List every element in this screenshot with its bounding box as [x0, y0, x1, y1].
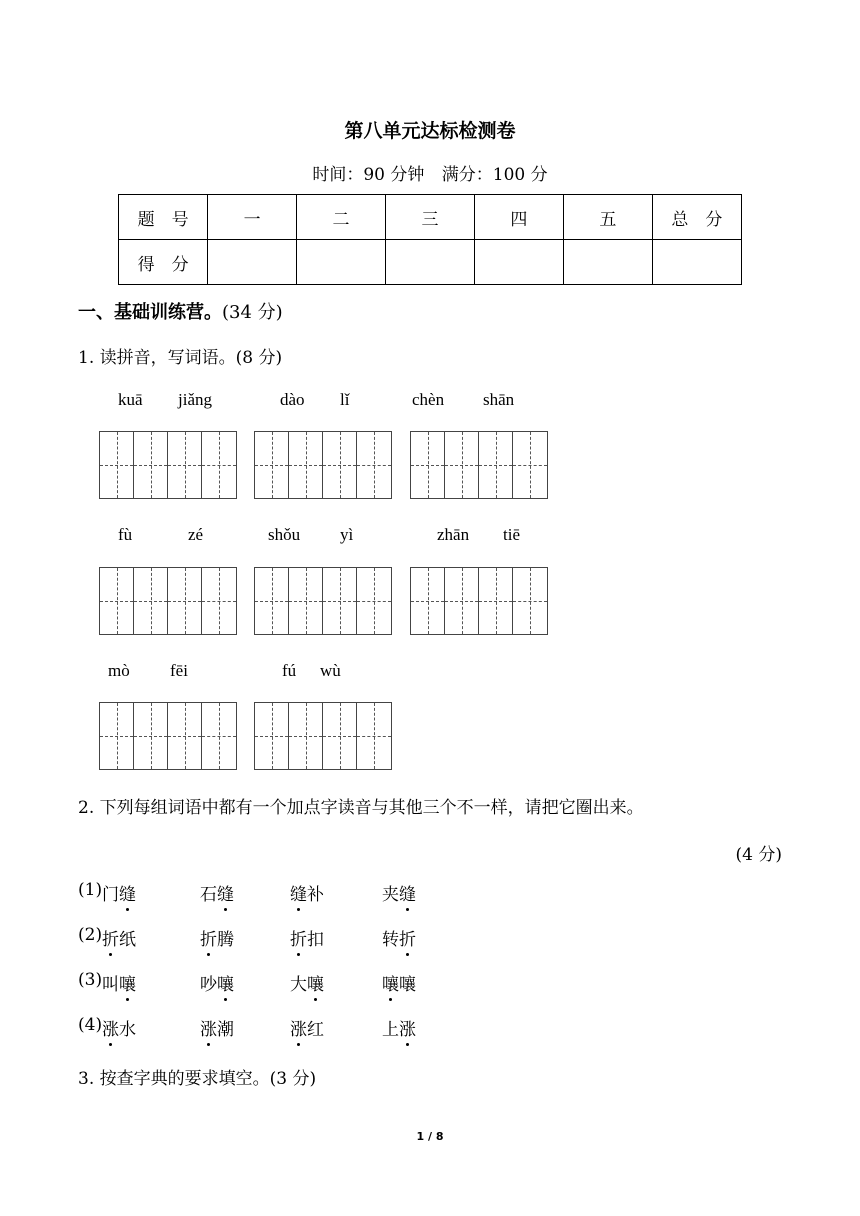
grid-cell: [100, 703, 134, 769]
pinyin-syllable: yì: [340, 525, 354, 544]
dotted-char: 缝: [217, 880, 234, 905]
pinyin-syllable: kuā: [118, 390, 143, 409]
grid-cell: [168, 703, 202, 769]
grid-cell: [357, 703, 391, 769]
grid-cell: [323, 568, 357, 634]
writing-grid[interactable]: [410, 567, 548, 635]
score-header-cell: 一: [208, 195, 297, 240]
score-blank-cell[interactable]: [652, 240, 741, 285]
pinyin-syllable: zé: [188, 525, 204, 544]
grid-cell: [134, 703, 168, 769]
grid-cell: [323, 432, 357, 498]
grid-cell: [289, 432, 323, 498]
q2-word[interactable]: [102, 970, 136, 995]
char: 腾: [217, 930, 234, 950]
writing-grid[interactable]: [254, 431, 392, 499]
q2-word[interactable]: [382, 880, 416, 905]
score-table-score-row: [119, 240, 742, 285]
q2-word[interactable]: [200, 925, 234, 950]
dotted-char: 涨: [200, 1015, 217, 1040]
score-table-header-row: [119, 195, 742, 240]
pinyin-syllable: chèn: [412, 390, 445, 409]
char: 门: [102, 885, 119, 905]
pinyin-syllable: zhān: [437, 525, 470, 544]
pinyin-syllable: wù: [320, 661, 341, 680]
score-table: [118, 194, 742, 285]
writing-grid[interactable]: [254, 702, 392, 770]
grid-cell: [445, 568, 479, 634]
grid-cell: [357, 568, 391, 634]
pinyin-syllable: shǒu: [268, 525, 301, 544]
score-header-cell: 四: [474, 195, 563, 240]
q2-row-label: (1): [78, 880, 103, 900]
dotted-char: 折: [102, 925, 119, 950]
char: 补: [307, 885, 324, 905]
char: 夹: [382, 885, 399, 905]
q2-word[interactable]: [290, 880, 324, 905]
dotted-char: 缝: [119, 880, 136, 905]
char: 红: [307, 1020, 324, 1040]
score-blank-cell[interactable]: [563, 240, 652, 285]
writing-grid[interactable]: [410, 431, 548, 499]
q2-row-label: (3): [78, 970, 103, 990]
dotted-char: 嚷: [382, 970, 399, 995]
char: 吵: [200, 975, 217, 995]
grid-cell: [289, 568, 323, 634]
grid-cell: [100, 568, 134, 634]
q2-word[interactable]: [200, 880, 234, 905]
pinyin-syllable: shān: [483, 390, 515, 409]
writing-grid[interactable]: [99, 431, 237, 499]
grid-cell: [411, 568, 445, 634]
grid-cell: [445, 432, 479, 498]
char: 潮: [217, 1020, 234, 1040]
q2-word[interactable]: [200, 970, 234, 995]
question-2-prompt: 2. 下列每组词语中都有一个加点字读音与其他三个不一样，请把它圈出来。: [78, 798, 644, 818]
grid-cell: [134, 568, 168, 634]
dotted-char: 折: [399, 925, 416, 950]
score-blank-cell[interactable]: [208, 240, 297, 285]
grid-cell: [357, 432, 391, 498]
q2-word[interactable]: [290, 1015, 324, 1040]
q2-word[interactable]: [382, 925, 416, 950]
q2-word[interactable]: [290, 970, 324, 995]
score-header-cell: 五: [563, 195, 652, 240]
page-title: 第八单元达标检测卷: [344, 120, 516, 142]
char: 叫: [102, 975, 119, 995]
pinyin-syllable: fú: [282, 661, 297, 680]
q2-word[interactable]: [382, 970, 416, 995]
dotted-char: 涨: [102, 1015, 119, 1040]
question-2-points: (4 分): [735, 845, 782, 865]
pinyin-syllable: mò: [108, 661, 130, 680]
q2-word[interactable]: [290, 925, 324, 950]
score-blank-cell[interactable]: [297, 240, 386, 285]
q2-word[interactable]: [200, 1015, 234, 1040]
pinyin-syllable: tiē: [503, 525, 520, 544]
char: 扣: [307, 930, 324, 950]
dotted-char: 缝: [290, 880, 307, 905]
char: 上: [382, 1020, 399, 1040]
pinyin-syllable: jiǎng: [178, 390, 212, 409]
grid-cell: [168, 568, 202, 634]
q2-row-label: (4): [78, 1015, 103, 1035]
writing-grid[interactable]: [99, 702, 237, 770]
score-header-cell: 二: [297, 195, 386, 240]
q2-word[interactable]: [382, 1015, 416, 1040]
dotted-char: 嚷: [119, 970, 136, 995]
exam-time: 时间：90 分钟: [312, 165, 425, 185]
grid-cell: [134, 432, 168, 498]
pinyin-syllable: dào: [280, 390, 305, 409]
grid-cell: [323, 703, 357, 769]
score-blank-cell[interactable]: [386, 240, 475, 285]
dotted-char: 涨: [290, 1015, 307, 1040]
grid-cell: [202, 703, 236, 769]
grid-cell: [411, 432, 445, 498]
score-header-cell: 三: [386, 195, 475, 240]
writing-grid[interactable]: [99, 567, 237, 635]
score-row-label: 得 分: [119, 240, 208, 285]
q2-row-label: (2): [78, 925, 103, 945]
grid-cell: [202, 432, 236, 498]
page-number: 1 / 8: [416, 1130, 444, 1143]
char: 纸: [119, 930, 136, 950]
char: 大: [290, 975, 307, 995]
grid-cell: [479, 432, 513, 498]
dotted-char: 缝: [399, 880, 416, 905]
grid-cell: [100, 432, 134, 498]
dotted-char: 嚷: [217, 970, 234, 995]
grid-cell: [289, 703, 323, 769]
grid-cell: [255, 432, 289, 498]
writing-grid[interactable]: [254, 567, 392, 635]
char: 石: [200, 885, 217, 905]
dotted-char: 折: [200, 925, 217, 950]
section-1-title: 一、基础训练营。: [78, 302, 222, 323]
dotted-char: 涨: [399, 1015, 416, 1040]
score-blank-cell[interactable]: [474, 240, 563, 285]
dotted-char: 嚷: [307, 970, 324, 995]
question-3-prompt: 3. 按查字典的要求填空。(3 分): [78, 1069, 317, 1089]
grid-cell: [255, 703, 289, 769]
grid-cell: [513, 432, 547, 498]
q2-word[interactable]: [102, 880, 136, 905]
exam-full-score: 满分：100 分: [441, 165, 548, 185]
pinyin-syllable: fù: [118, 525, 133, 544]
grid-cell: [513, 568, 547, 634]
pinyin-syllable: lǐ: [340, 390, 350, 409]
grid-cell: [202, 568, 236, 634]
char: 水: [119, 1020, 136, 1040]
section-1-points: (34 分): [222, 302, 283, 323]
dotted-char: 折: [290, 925, 307, 950]
char: 嚷: [399, 975, 416, 995]
grid-cell: [255, 568, 289, 634]
question-1-prompt: 1. 读拼音，写词语。(8 分): [78, 348, 283, 368]
grid-cell: [168, 432, 202, 498]
pinyin-syllable: fēi: [170, 661, 188, 680]
score-header-cell: 题 号: [119, 195, 208, 240]
q2-word[interactable]: [102, 925, 136, 950]
grid-cell: [479, 568, 513, 634]
score-header-cell: 总 分: [652, 195, 741, 240]
section-1-heading: [78, 298, 283, 324]
exam-meta: [0, 160, 860, 185]
char: 转: [382, 930, 399, 950]
q2-word[interactable]: [102, 1015, 136, 1040]
